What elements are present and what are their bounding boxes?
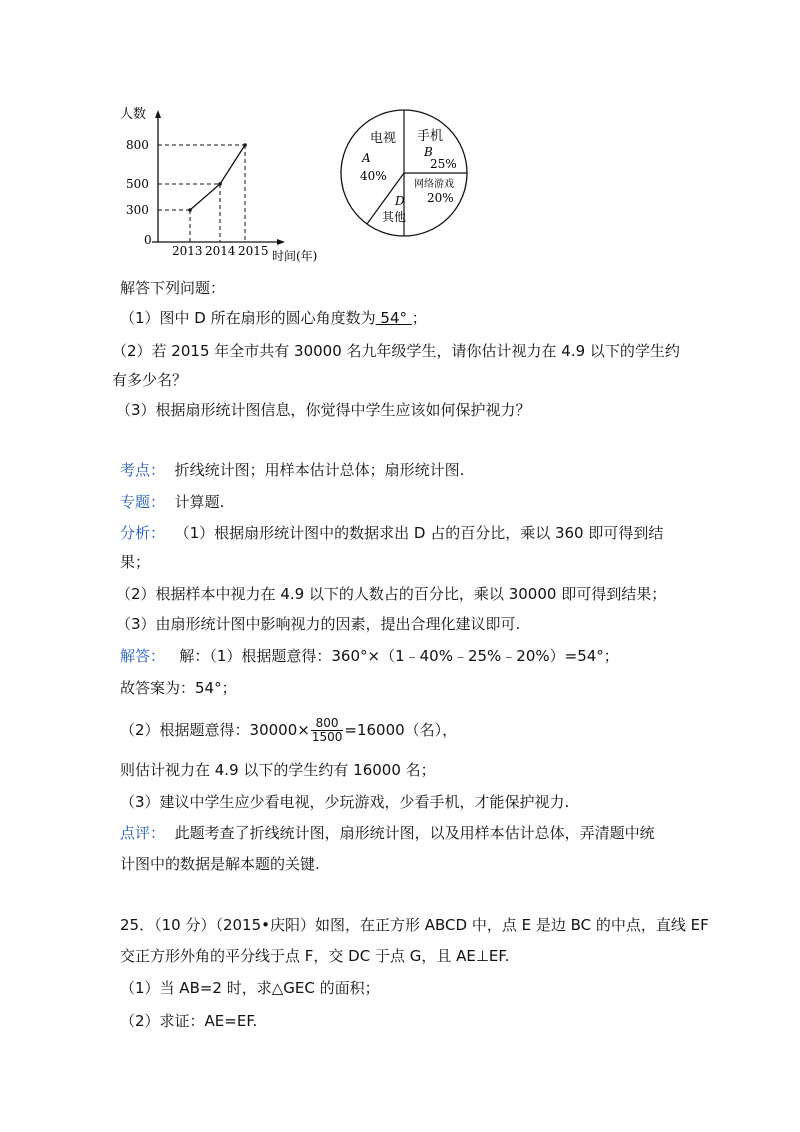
y-axis-arrow: [155, 110, 161, 118]
question-3: （3）根据扇形统计图信息，你觉得中学生应该如何保护视力？: [116, 401, 531, 419]
question-1: [120, 307, 427, 329]
fenxi-label: 分析：: [120, 524, 166, 542]
problem-25-part-1: （1）当 AB=2 时，求△GEC 的面积；: [120, 979, 380, 997]
pie-percent-b: 25%: [430, 157, 457, 171]
question-2-line-2: 有多少名？: [112, 371, 188, 389]
fraction: [311, 717, 344, 744]
dianping-label: 点评：: [120, 824, 166, 842]
pie-percent-games: 20%: [427, 191, 454, 205]
data-point-2015: [243, 143, 247, 147]
pie-label-games: 网络游戏: [414, 179, 454, 190]
question-2-line-1: （2）若 2015 年全市共有 30000 名九年级学生，请你估计视力在 4.9 以下的学生约: [112, 342, 680, 360]
fenxi-row: [120, 522, 663, 544]
y-tick-800: 800: [126, 138, 149, 152]
data-line: [190, 145, 245, 210]
x-tick-2014: 2014: [205, 244, 236, 258]
jieda-line-1: 解：（1）根据题意得：360°×（1﹣40%﹣25%﹣20%）=54°；: [179, 647, 619, 665]
jieda-line-2-post: =16000（名），: [344, 721, 458, 739]
jieda-label: 解答：: [120, 647, 166, 665]
y-tick-300: 300: [126, 203, 149, 217]
pie-letter-d: D: [395, 194, 405, 208]
question-1-answer: 54°: [375, 309, 412, 327]
pie-letter-b: B: [424, 145, 433, 159]
fraction-numerator: 800: [311, 717, 344, 731]
jieda-line-2: [120, 712, 457, 748]
fenxi-line-2: （2）根据样本中视力在 4.9 以下的人数占的百分比，乘以 30000 即可得到结果；: [116, 585, 667, 603]
question-1-end: ；: [411, 309, 427, 327]
line-chart: [120, 106, 317, 263]
fenxi-line-1: （1）根据扇形统计图中的数据求出 D 占的百分比，乘以 360 即可得到结: [174, 524, 664, 542]
x-axis-arrow: [277, 239, 285, 245]
pie-letter-a: A: [362, 151, 371, 165]
kaodian-label: 考点：: [120, 461, 166, 479]
x-tick-2013: 2013: [172, 244, 203, 258]
guide-lines: [158, 145, 245, 242]
jieda-line-3: （3）建议中学生应少看电视，少玩游戏，少看手机，才能保护视力.: [120, 793, 570, 811]
dianping-line-1: 此题考查了折线统计图，扇形统计图，以及用样本估计总体，弄清题中统: [174, 824, 655, 842]
fenxi-line-1b: 果；: [120, 553, 151, 571]
problem-25-part-2: （2）求证：AE=EF.: [120, 1012, 258, 1030]
figures: [112, 100, 512, 270]
y-tick-500: 500: [126, 177, 149, 191]
pie-label-tv: 电视: [370, 131, 397, 146]
zhuanti-row: [120, 491, 224, 513]
kaodian-text: 折线统计图；用样本估计总体；扇形统计图.: [174, 461, 465, 479]
y-tick-0: 0: [144, 233, 152, 247]
pie-percent-a: 40%: [360, 169, 387, 183]
jieda-row: [120, 645, 619, 667]
fraction-denominator: 1500: [311, 730, 343, 744]
intro-text: 解答下列问题：: [120, 279, 226, 297]
zhuanti-text: 计算题.: [174, 493, 225, 511]
pie-label-other: 其他: [382, 210, 407, 224]
question-1-text: （1）图中 D 所在扇形的圆心角度数为: [120, 309, 376, 327]
pie-chart: [341, 110, 467, 236]
zhuanti-label: 专题：: [120, 493, 166, 511]
problem-25-line-1: 25．（10 分）（2015•庆阳）如图，在正方形 ABCD 中，点 E 是边 BC 的中点，直线 EF: [120, 916, 709, 934]
fenxi-line-3: （3）由扇形统计图中影响视力的因素，提出合理化建议即可.: [116, 615, 521, 633]
pie-label-phone: 手机: [417, 129, 444, 144]
figures-svg: [112, 100, 512, 270]
data-point-2013: [188, 208, 192, 212]
jieda-line-2-pre: （2）根据题意得：30000×: [120, 721, 310, 739]
kaodian-row: [120, 459, 464, 481]
x-tick-2015: 2015: [238, 244, 269, 258]
dianping-row: [120, 822, 655, 844]
y-axis-label: 人数: [120, 107, 147, 122]
x-axis-label: 时间(年): [272, 249, 318, 263]
problem-25-line-2: 交正方形外角的平分线于点 F，交 DC 于点 G，且 AE⊥EF.: [120, 947, 510, 965]
jieda-line-2b: 则估计视力在 4.9 以下的学生约有 16000 名；: [120, 761, 436, 779]
dianping-line-2: 计图中的数据是解本题的关键.: [120, 855, 320, 873]
data-point-2014: [218, 182, 222, 186]
jieda-line-1b: 故答案为：54°；: [120, 679, 237, 697]
